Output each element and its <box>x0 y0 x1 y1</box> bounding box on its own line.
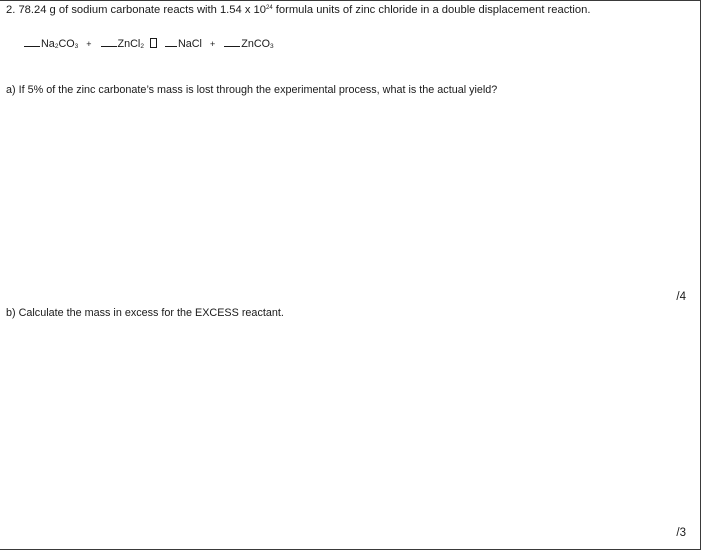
question-text-after: formula units of zinc chloride in a double displacement reaction. <box>272 4 591 16</box>
coefficient-blank-reactant2[interactable] <box>101 38 117 47</box>
part-a-marks: /4 <box>676 291 686 303</box>
part-a-prompt: a) If 5% of the zinc carbonate’s mass is lost through the experimental process, what is the actual yield? <box>6 84 498 96</box>
coefficient-blank-product1[interactable] <box>165 38 177 47</box>
reaction-arrow-icon <box>150 38 157 48</box>
plus-sign-2: + <box>209 39 216 49</box>
reactant1-formula: $Na_2CO_3$ <box>41 38 79 50</box>
question-stem <box>6 4 590 16</box>
plus-sign-1: + <box>86 39 92 49</box>
coefficient-blank-reactant1[interactable] <box>24 38 40 47</box>
chemical-equation <box>24 37 274 50</box>
question-text-before: 78.24 g of sodium carbonate reacts with 1.54 x 10 <box>18 4 266 16</box>
product1-formula: NaCl <box>177 38 202 50</box>
coefficient-blank-product2[interactable] <box>224 38 240 47</box>
question-number: 2. <box>6 4 16 16</box>
part-b-prompt: b) Calculate the mass in excess for the EXCESS reactant. <box>6 307 284 319</box>
top-border <box>0 0 701 1</box>
question-exponent: 24 <box>265 5 273 11</box>
part-b-marks: /3 <box>676 527 686 539</box>
reactant2-formula: ZnCl$_2$ <box>117 38 144 50</box>
product2-formula: ZnCO$_3$ <box>241 38 274 50</box>
